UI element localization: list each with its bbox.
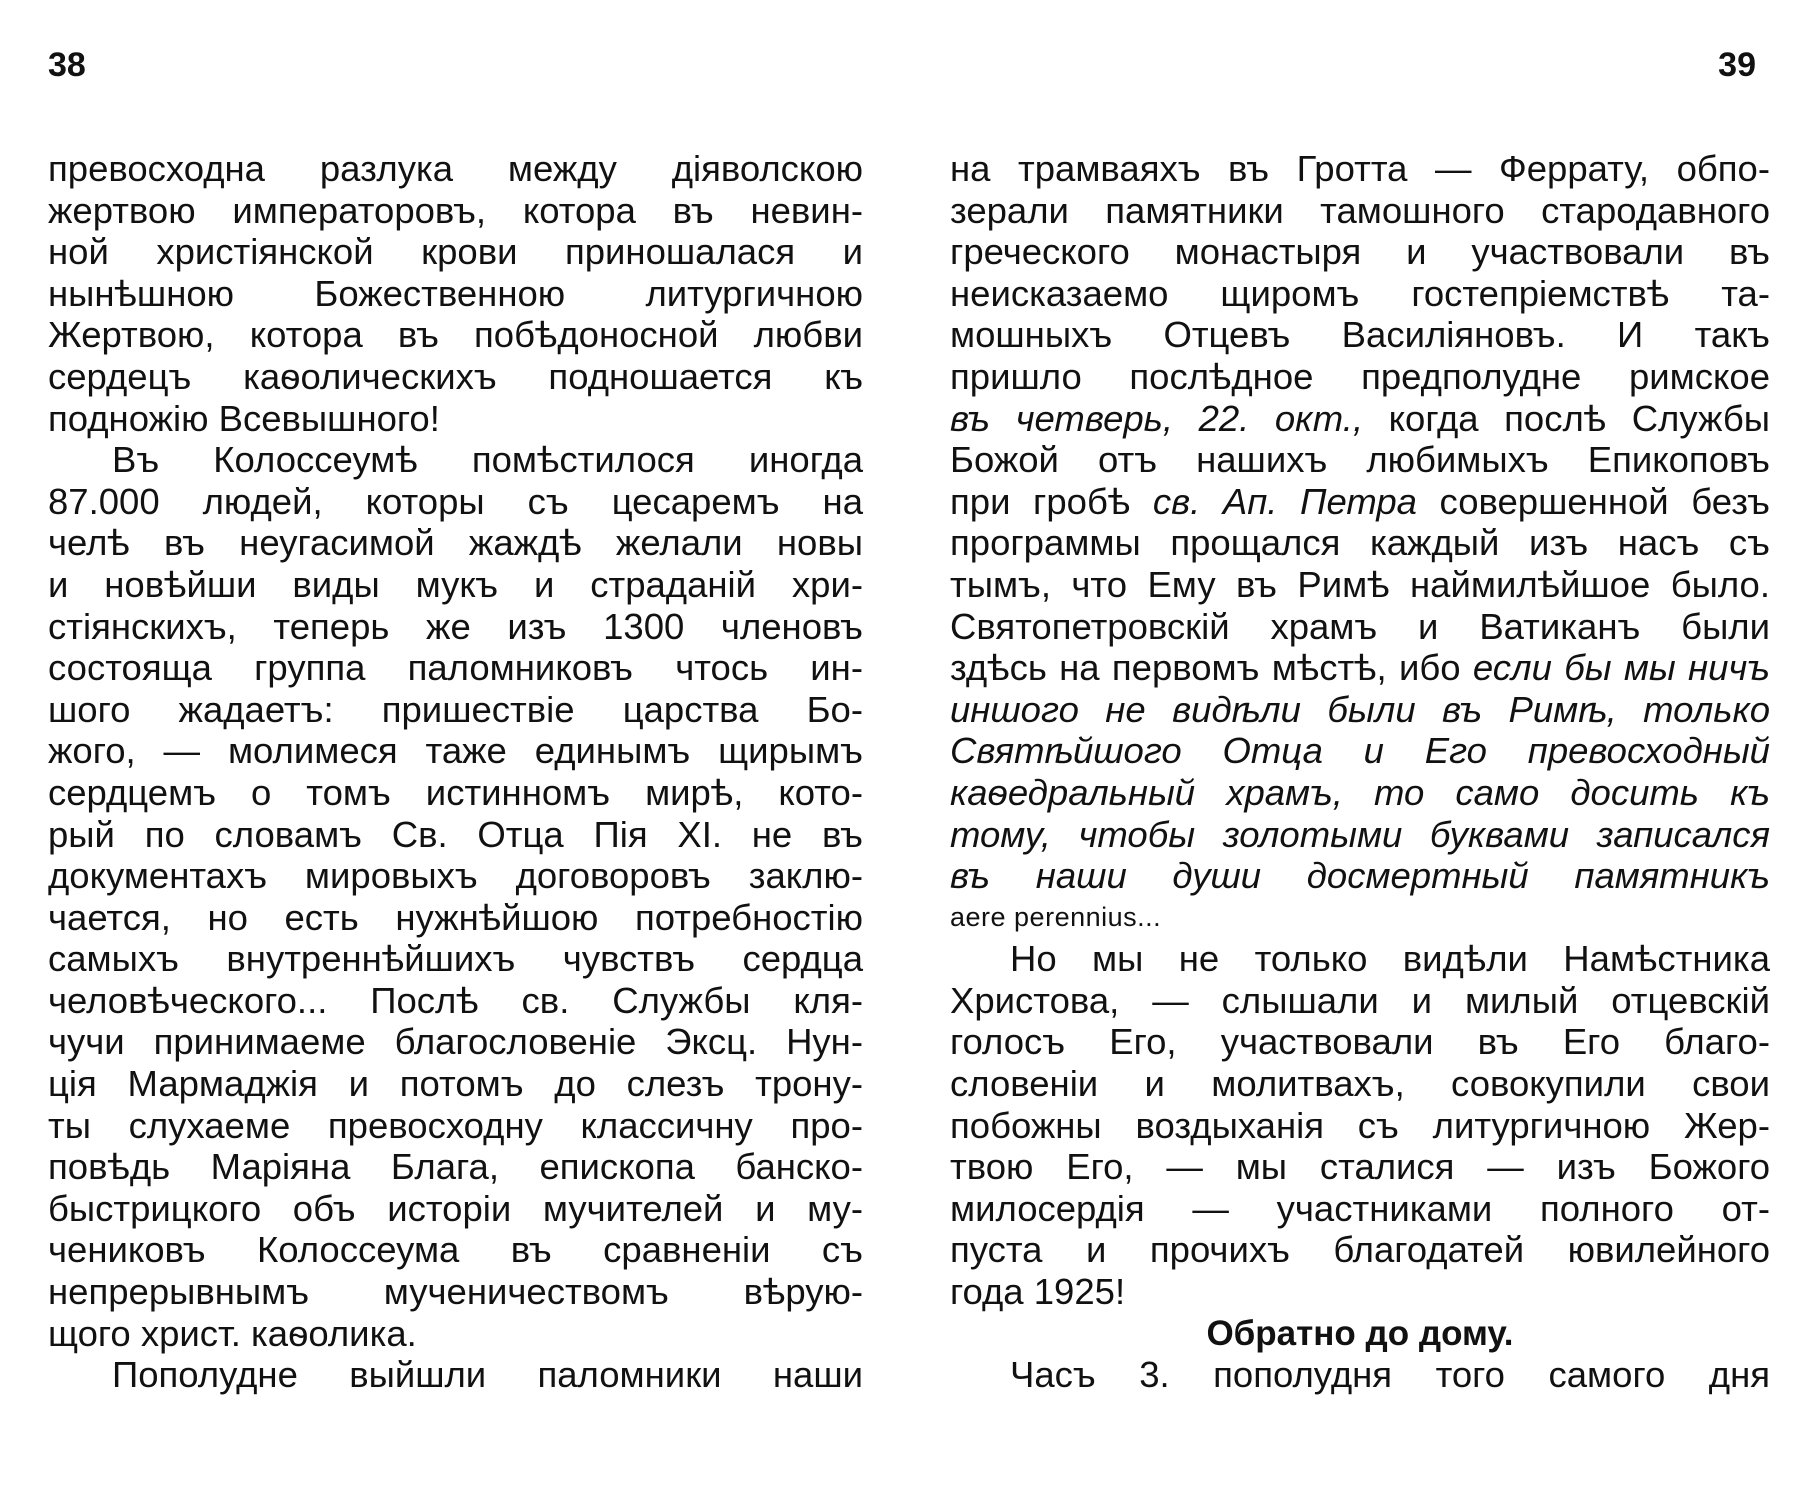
text-line: непрерывнымъ мученичествомъ вѣрую- bbox=[48, 1271, 863, 1313]
text-line: щого христ. каѳолика. bbox=[48, 1312, 417, 1354]
text-line: сердецъ каѳолическихъ подношается къ bbox=[48, 355, 863, 397]
text-line bbox=[950, 647, 1770, 689]
latin-quote: aere perennius... bbox=[950, 901, 1162, 932]
italic-line: иншого не видѣли были въ Римѣ, только bbox=[950, 688, 1770, 730]
italic-name: св. Ап. Петра bbox=[1152, 480, 1417, 522]
text-line: Божой отъ нашихъ любимыхъ Епикоповъ bbox=[950, 439, 1770, 481]
text-line: документахъ мировыхъ договоровъ заклю- bbox=[48, 855, 863, 897]
text-line: пришло послѣдное предполудне римское bbox=[950, 355, 1770, 397]
text-line: твою Его, — мы сталися — изъ Божого bbox=[950, 1146, 1770, 1188]
text-line: побожны воздыханія съ литургичною Жер- bbox=[950, 1104, 1770, 1146]
text-line: греческого монастыря и участвовали въ bbox=[950, 231, 1770, 273]
paragraph bbox=[48, 148, 863, 439]
text-line: жого, — молимеся таже единымъ щирымъ bbox=[48, 730, 863, 772]
text-line: программы прощался каждый изъ насъ съ bbox=[950, 522, 1770, 564]
text-line: человѣческого... Послѣ св. Службы кля- bbox=[48, 979, 863, 1021]
text-line: Христова, — слышали и милый отцевскій bbox=[950, 979, 1770, 1021]
italic-line: въ наши души досмертный памятникъ bbox=[950, 855, 1770, 897]
text-line: ція Мармаджія и потомъ до слезъ трону- bbox=[48, 1063, 863, 1105]
section-heading: Обратно до дому. bbox=[1206, 1313, 1514, 1353]
text-line: нынѣшною Божественною литургичною bbox=[48, 272, 863, 314]
text-line: и новѣйши виды мукъ и страданій хри- bbox=[48, 563, 863, 605]
paragraph bbox=[950, 938, 1770, 1312]
paragraph bbox=[950, 1354, 1770, 1396]
text-line: шого жадаетъ: пришествіе царства Бо- bbox=[48, 688, 863, 730]
text-line: Святопетровскій храмъ и Ватиканъ были bbox=[950, 605, 1770, 647]
paragraph bbox=[950, 148, 1770, 938]
text-fragment: при гробѣ bbox=[950, 480, 1131, 522]
text-line: Жертвою, котора въ побѣдоносной любви bbox=[48, 314, 863, 356]
right-page bbox=[950, 148, 1770, 1396]
text-line: стіянскихъ, теперь же изъ 1300 членовъ bbox=[48, 605, 863, 647]
text-line: рый по словамъ Св. Отца Пія XI. не въ bbox=[48, 813, 863, 855]
left-page bbox=[48, 148, 863, 1396]
page-number-left: 38 bbox=[48, 46, 86, 84]
text-line: словеніи и молитвахъ, совокупили свои bbox=[950, 1063, 1770, 1105]
text-line: чучи принимаеме благословеніе Эксц. Нун- bbox=[48, 1021, 863, 1063]
text-line: чениковъ Колоссеума въ сравненіи съ bbox=[48, 1229, 863, 1271]
text-line: превосходна разлука между діяволскою bbox=[48, 148, 863, 189]
text-line: пуста и прочихъ благодатей ювилейного bbox=[950, 1229, 1770, 1271]
text-fragment: когда послѣ Службы bbox=[1388, 397, 1770, 439]
text-line: сердцемъ о томъ истинномъ мирѣ, кото- bbox=[48, 771, 863, 813]
paragraph bbox=[48, 439, 863, 1354]
text-line: самыхъ внутреннѣйшихъ чувствъ сердца bbox=[48, 938, 863, 980]
text-line: Пополудне выйшли паломники наши bbox=[112, 1354, 863, 1396]
text-line: челѣ въ неугасимой жаждѣ желали новы bbox=[48, 522, 863, 564]
text-fragment: совершенной безъ bbox=[1439, 480, 1770, 522]
text-line: на трамваяхъ въ Гротта — Феррату, обпо- bbox=[950, 148, 1770, 189]
text-line: Но мы не только видѣли Намѣстника bbox=[1010, 938, 1770, 980]
italic-fragment: если бы мы ничъ bbox=[1472, 647, 1770, 689]
text-line: года 1925! bbox=[950, 1271, 1126, 1313]
text-line: жертвою императоровъ, котора въ невин- bbox=[48, 189, 863, 231]
text-line: Часъ 3. пополудня того самого дня bbox=[1010, 1354, 1770, 1396]
text-line: Въ Колоссеумѣ помѣстилося иногда bbox=[112, 439, 863, 481]
text-line: неисказаемо щиромъ гостепріемствѣ та- bbox=[950, 272, 1770, 314]
text-line: милосердія — участниками полного от- bbox=[950, 1187, 1770, 1229]
text-line bbox=[950, 398, 1770, 440]
text-line: ной христіянской крови приношалася и bbox=[48, 231, 863, 273]
text-line: зерали памятники тамошного стародавного bbox=[950, 189, 1770, 231]
text-line: подножію Всевышного! bbox=[48, 397, 440, 439]
italic-line: Святѣйшого Отца и Его превосходный bbox=[950, 730, 1770, 772]
text-line bbox=[950, 481, 1770, 523]
text-line: чается, но есть нужнѣйшою потребностію bbox=[48, 896, 863, 938]
text-line: голосъ Его, участвовали въ Его благо- bbox=[950, 1021, 1770, 1063]
italic-date: въ четверь, 22. окт., bbox=[950, 397, 1364, 439]
page-number-right: 39 bbox=[1718, 46, 1756, 84]
italic-line: каѳедральный храмъ, то само досить къ bbox=[950, 771, 1770, 813]
text-line: повѣдь Маріяна Блага, епископа банско- bbox=[48, 1146, 863, 1188]
text-line: состояща группа паломниковъ чтось ин- bbox=[48, 647, 863, 689]
text-line: быстрицкого объ исторіи мучителей и му- bbox=[48, 1187, 863, 1229]
text-line: тымъ, что Ему въ Римѣ наймилѣйшое было. bbox=[950, 563, 1770, 605]
italic-line: тому, чтобы золотыми буквами записался bbox=[950, 813, 1770, 855]
paragraph bbox=[48, 1354, 863, 1396]
text-line: ты слухаеме превосходну классичну про- bbox=[48, 1104, 863, 1146]
text-line: 87.000 людей, которы съ цесаремъ на bbox=[48, 480, 863, 522]
text-line: мошныхъ Отцевъ Василіяновъ. И такъ bbox=[950, 314, 1770, 356]
text-fragment: здѣсь на первомъ мѣстѣ, ибо bbox=[950, 647, 1461, 689]
